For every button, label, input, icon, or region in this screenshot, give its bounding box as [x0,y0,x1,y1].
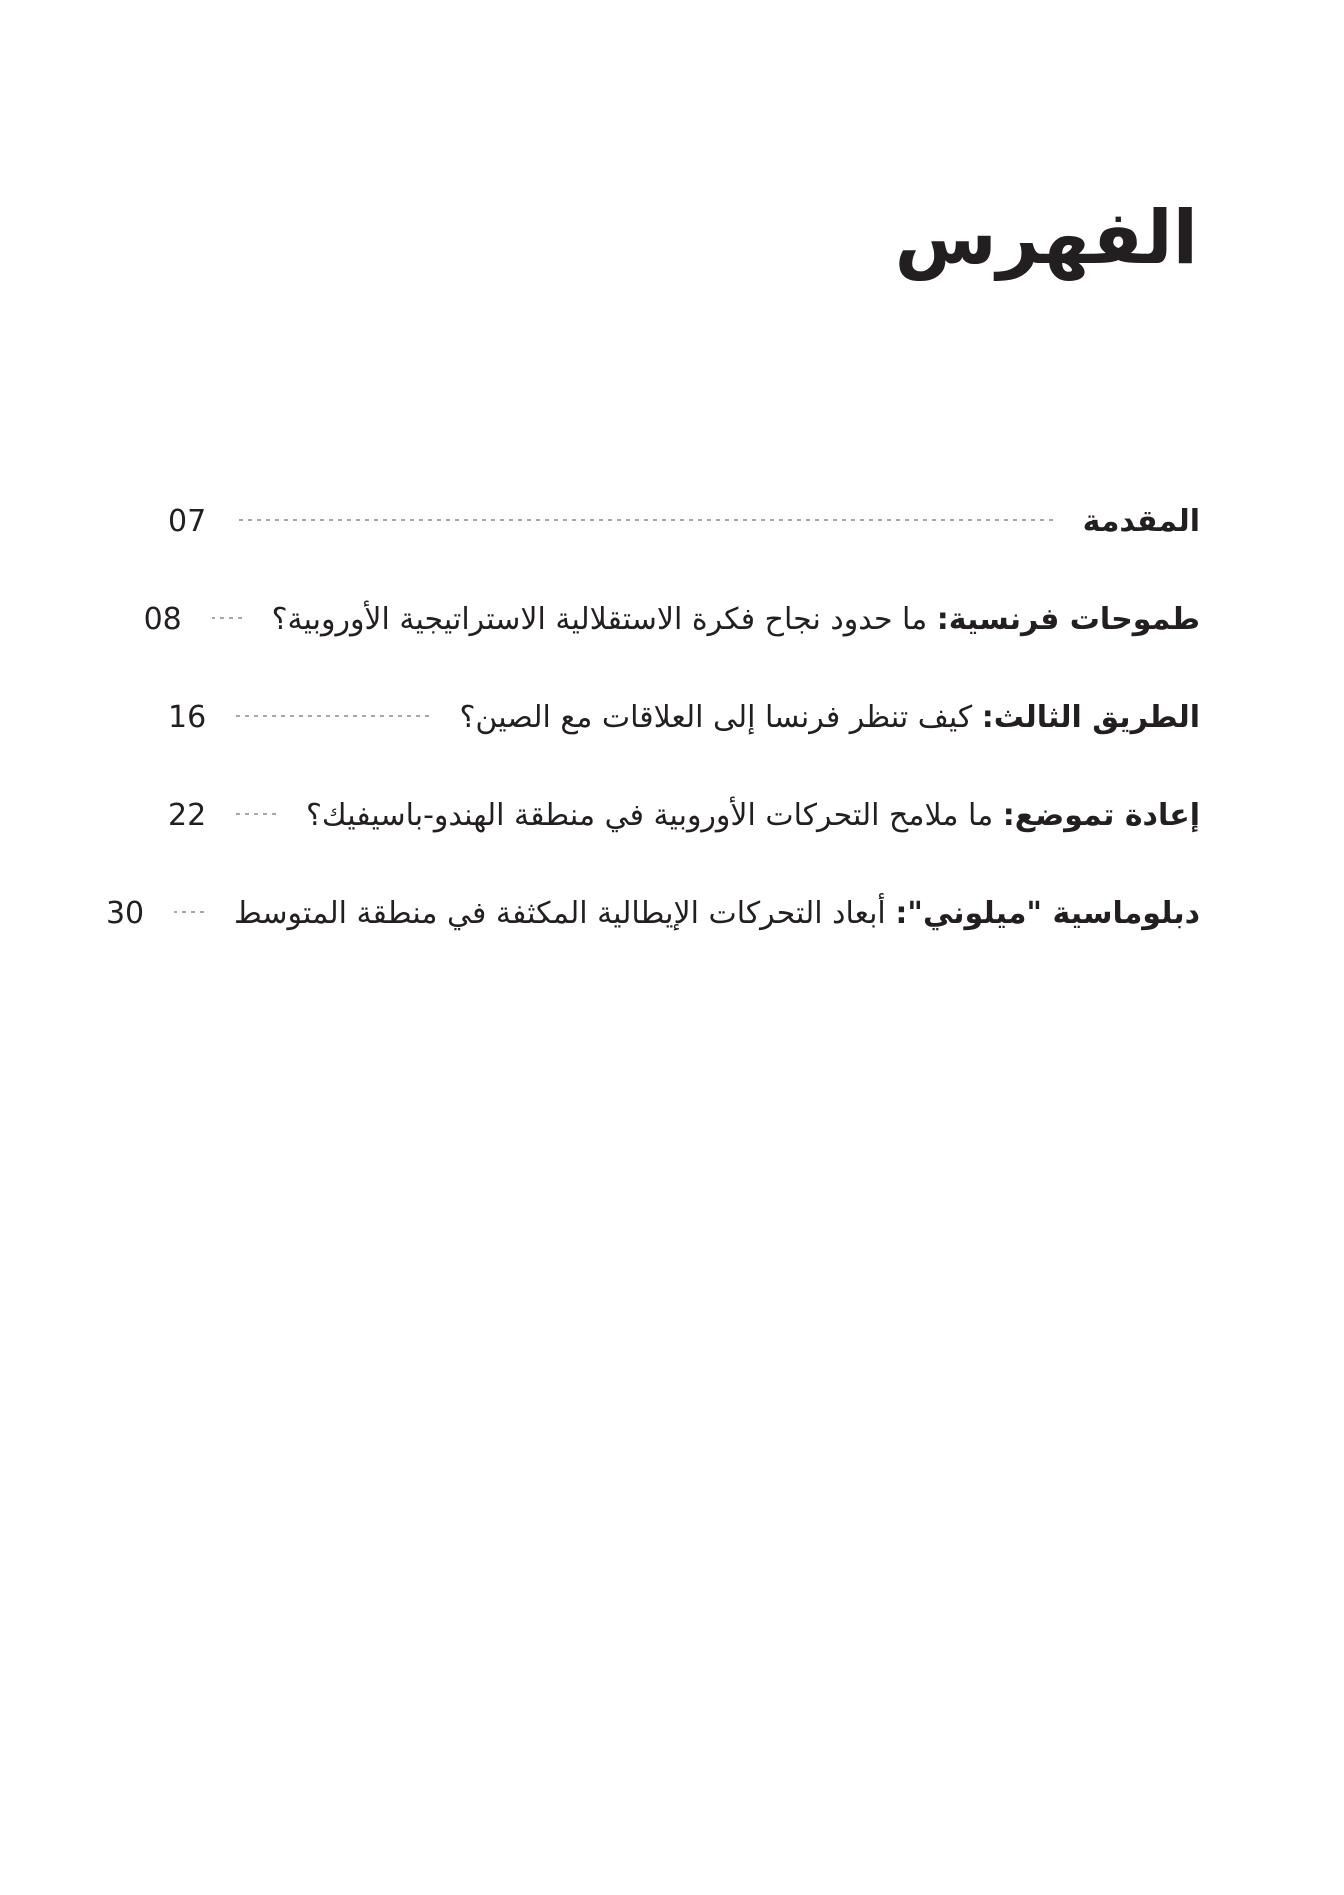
toc-entry-title-rest: ما حدود نجاح فكرة الاستقلالية الاستراتيجية الأوروبية؟ [271,602,937,637]
toc-entry-title-rest: أبعاد التحركات الإيطالية المكثفة في منطقة المتوسط [233,896,896,931]
toc-entry-title-bold: دبلوماسية "ميلوني": [895,896,1200,931]
toc-entry-title [306,792,1200,840]
toc-entry-title [272,596,1200,644]
dotted-leader [236,715,429,717]
page-title: الفهرس [894,195,1198,281]
dotted-leader [212,617,242,619]
toc-entry-title-bold: الطريق الثالث: [981,700,1200,735]
toc-page-number: 16 [168,700,207,735]
toc-list [105,498,1200,988]
toc-entry-title [234,890,1200,938]
toc-entry-title-bold: إعادة تموضع: [1002,798,1200,833]
toc-entry-title-bold: طموحات فرنسية: [936,602,1200,637]
toc-entry-row[interactable] [105,890,1200,938]
toc-page-number: 08 [143,602,182,637]
dotted-leader [236,519,1053,521]
toc-entry-title-rest: كيف تنظر فرنسا إلى العلاقات مع الصين؟ [459,700,982,735]
dotted-leader [236,813,276,815]
toc-entry-title-bold: المقدمة [1082,504,1200,539]
toc-page-number: 30 [105,896,145,931]
toc-page-number: 07 [168,504,207,539]
toc-entry-row[interactable] [168,498,1200,546]
toc-entry-title-rest: ما ملامح التحركات الأوروبية في منطقة الهندو-باسيفيك؟ [305,798,1003,833]
toc-page-number: 22 [168,798,207,833]
toc-entry-title [1083,498,1200,546]
toc-entry-row[interactable] [168,792,1200,840]
toc-entry-row[interactable] [168,694,1200,742]
dotted-leader [174,911,204,913]
toc-entry-title [459,694,1200,742]
toc-entry-row[interactable] [143,596,1200,644]
